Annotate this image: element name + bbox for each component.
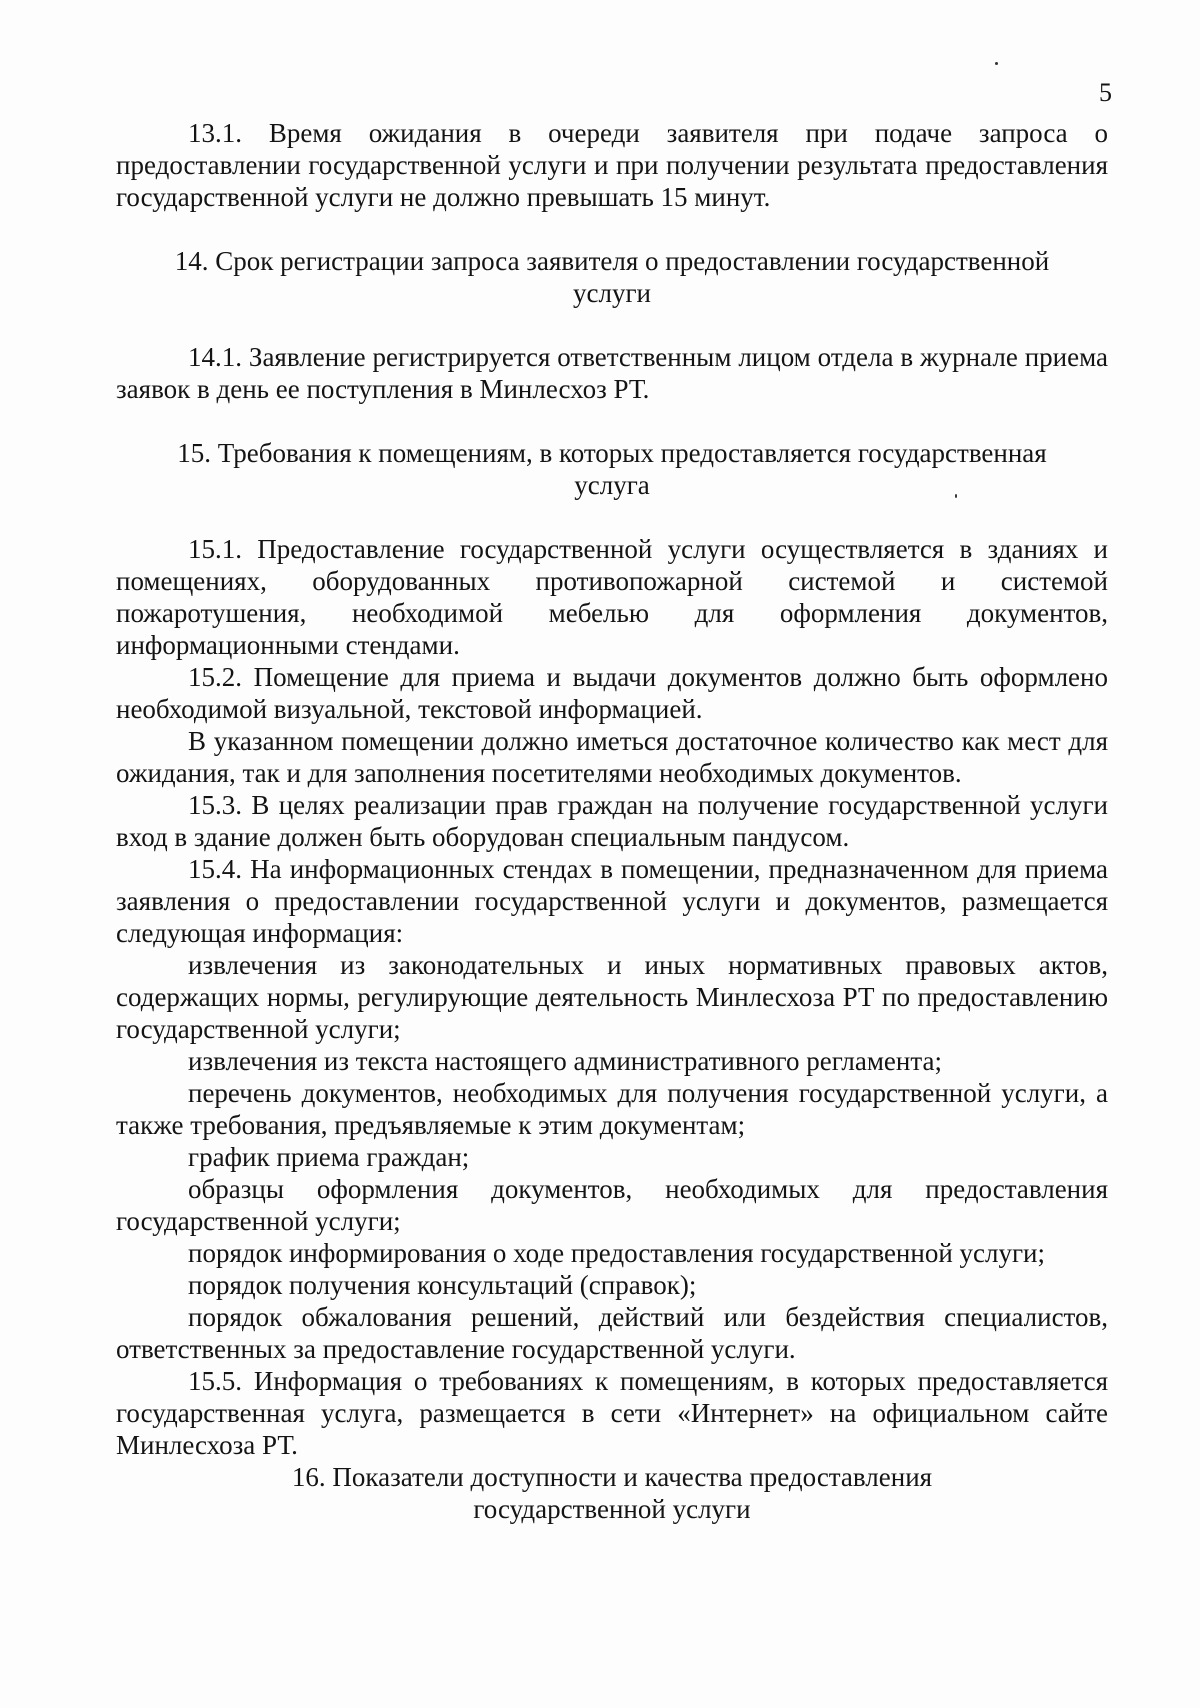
scan-speck	[995, 62, 998, 65]
list-item: порядок обжалования решений, действий или бездействия специалистов, ответственных за предоставление государственной услуги.	[116, 1302, 1108, 1364]
heading-15-line-1: 15. Требования к помещениям, в которых предоставляется государственная	[177, 438, 1047, 468]
list-item: образцы оформления документов, необходимых для предоставления государственной услуги;	[116, 1174, 1108, 1236]
heading-14-line-1: 14. Срок регистрации запроса заявителя о предоставлении государственной	[174, 246, 1050, 276]
heading-14	[116, 245, 1108, 309]
list-item: перечень документов, необходимых для получения государственной услуги, а также требования, предъявляемые к этим документам;	[116, 1078, 1108, 1140]
paragraph-15-4: 15.4. На информационных стендах в помещении, предназначенном для приема заявления о предоставлении государственной услуги и документов, размещается следующая информация:	[116, 854, 1108, 948]
list-item: график приема граждан;	[188, 1142, 470, 1172]
list-item: порядок получения консультаций (справок);	[188, 1270, 697, 1300]
scan-speck	[955, 494, 957, 498]
heading-14-line-2: услуги	[573, 278, 651, 308]
list-item: извлечения из законодательных и иных нормативных правовых актов, содержащих нормы, регулирующие деятельность Минлесхоза РТ по предоставлению государственной услуги;	[116, 950, 1108, 1044]
document-body	[116, 117, 1108, 1525]
list-item: извлечения из текста настоящего административного регламента;	[188, 1046, 942, 1076]
paragraph-15-2-continued: В указанном помещении должно иметься достаточное количество как мест для ожидания, так и для заполнения посетителями необходимых документов.	[116, 726, 1108, 788]
heading-15-line-2: услуга	[574, 470, 650, 500]
page-number: 5	[1099, 78, 1112, 107]
paragraph-15-3: 15.3. В целях реализации прав граждан на получение государственной услуги вход в здание должен быть оборудован специальным пандусом.	[116, 790, 1108, 852]
paragraph-14-1: 14.1. Заявление регистрируется ответственным лицом отдела в журнале приема заявок в день ее поступления в Минлесхоз РТ.	[116, 342, 1108, 404]
paragraph-15-1: 15.1. Предоставление государственной услуги осуществляется в зданиях и помещениях, оборудованных противопожарной системой и системой пожаротушения, необходимой мебелью для оформления документов, информационными стендами.	[116, 534, 1108, 660]
heading-16-line-1: 16. Показатели доступности и качества предоставления	[291, 1462, 933, 1492]
heading-15	[116, 437, 1108, 501]
heading-16-line-2: государственной услуги	[473, 1494, 751, 1524]
paragraph-15-5: 15.5. Информация о требованиях к помещениям, в которых предоставляется государственная услуга, размещается в сети «Интернет» на официальном сайте Минлесхоза РТ.	[116, 1366, 1108, 1460]
spacer	[116, 501, 1108, 533]
paragraph-13-1: 13.1. Время ожидания в очереди заявителя при подаче запроса о предоставлении государственной услуги и при получении результата предоставления государственной услуги не должно превышать 15 минут.	[116, 118, 1108, 212]
spacer	[116, 309, 1108, 341]
spacer	[116, 213, 1108, 245]
list-item: порядок информирования о ходе предоставления государственной услуги;	[188, 1238, 1046, 1268]
heading-16	[116, 1461, 1108, 1525]
paragraph-15-2: 15.2. Помещение для приема и выдачи документов должно быть оформлено необходимой визуальной, текстовой информацией.	[116, 662, 1108, 724]
spacer	[116, 405, 1108, 437]
